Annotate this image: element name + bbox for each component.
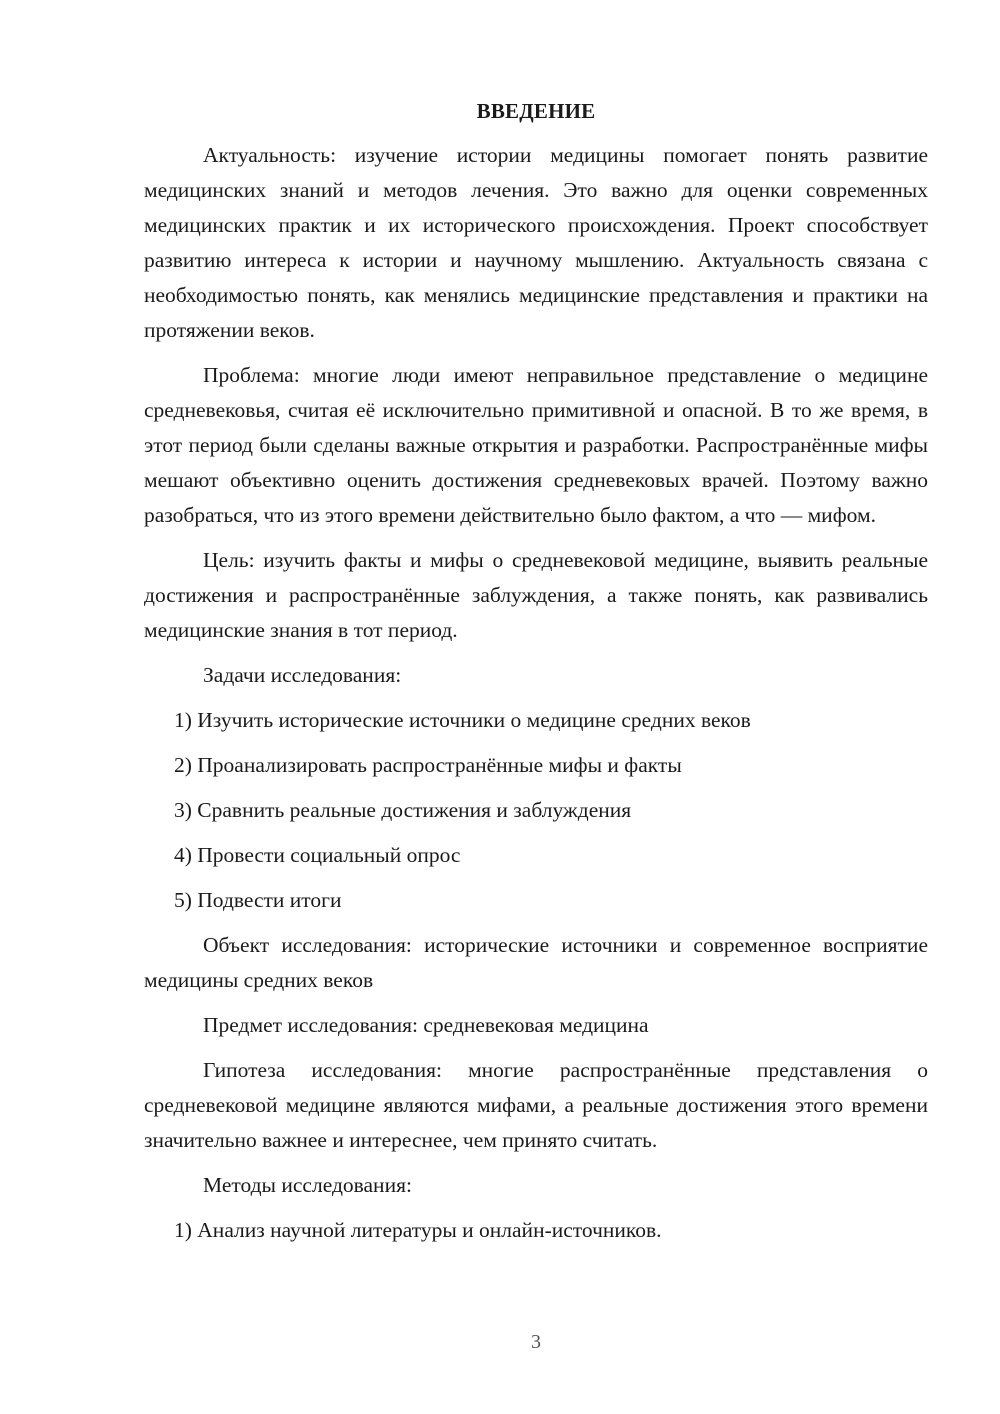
list-item: 5) Подвести итоги	[174, 888, 342, 912]
methods-heading: Методы исследования:	[203, 1173, 412, 1197]
tasks-list	[144, 703, 928, 918]
object-paragraph: Объект исследования: исторические источники и современное восприятие медицины средних веков	[144, 933, 928, 992]
tasks-heading: Задачи исследования:	[203, 663, 402, 687]
list-item: 1) Анализ научной литературы и онлайн-источников.	[174, 1218, 662, 1242]
document-page	[144, 96, 928, 1258]
list-item: 2) Проанализировать распространённые мифы и факты	[174, 753, 682, 777]
list-item: 3) Сравнить реальные достижения и заблуждения	[174, 798, 632, 822]
page-title: ВВЕДЕНИЕ	[476, 99, 596, 123]
list-item: 4) Провести социальный опрос	[174, 843, 461, 867]
relevance-paragraph: Актуальность: изучение истории медицины помогает понять развитие медицинских знаний и методов лечения. Это важно для оценки современных медицинских практик и их исторического происхождения. Проект способствует развитию интереса к истории и научному мышлению. Актуальность связана с необходимостью понять, как менялись медицинские представления и практики на протяжении веков.	[144, 143, 928, 342]
problem-paragraph: Проблема: многие люди имеют неправильное представление о медицине средневековья, считая её исключительно примитивной и опасной. В то же время, в этот период были сделаны важные открытия и разработки. Распространённые мифы мешают объективно оценить достижения средневековых врачей. Поэтому важно разобраться, что из этого времени действительно было фактом, а что — мифом.	[144, 363, 928, 527]
hypothesis-paragraph: Гипотеза исследования: многие распространённые представления о средневековой медицине являются мифами, а реальные достижения этого времени значительно важнее и интереснее, чем принято считать.	[144, 1058, 928, 1152]
subject-line: Предмет исследования: средневековая медицина	[203, 1013, 649, 1037]
goal-paragraph: Цель: изучить факты и мифы о средневековой медицине, выявить реальные достижения и распространённые заблуждения, а также понять, как развивались медицинские знания в тот период.	[144, 548, 928, 642]
page-number: 3	[531, 1331, 541, 1353]
methods-list	[144, 1213, 928, 1248]
list-item: 1) Изучить исторические источники о медицине средних веков	[174, 708, 751, 732]
